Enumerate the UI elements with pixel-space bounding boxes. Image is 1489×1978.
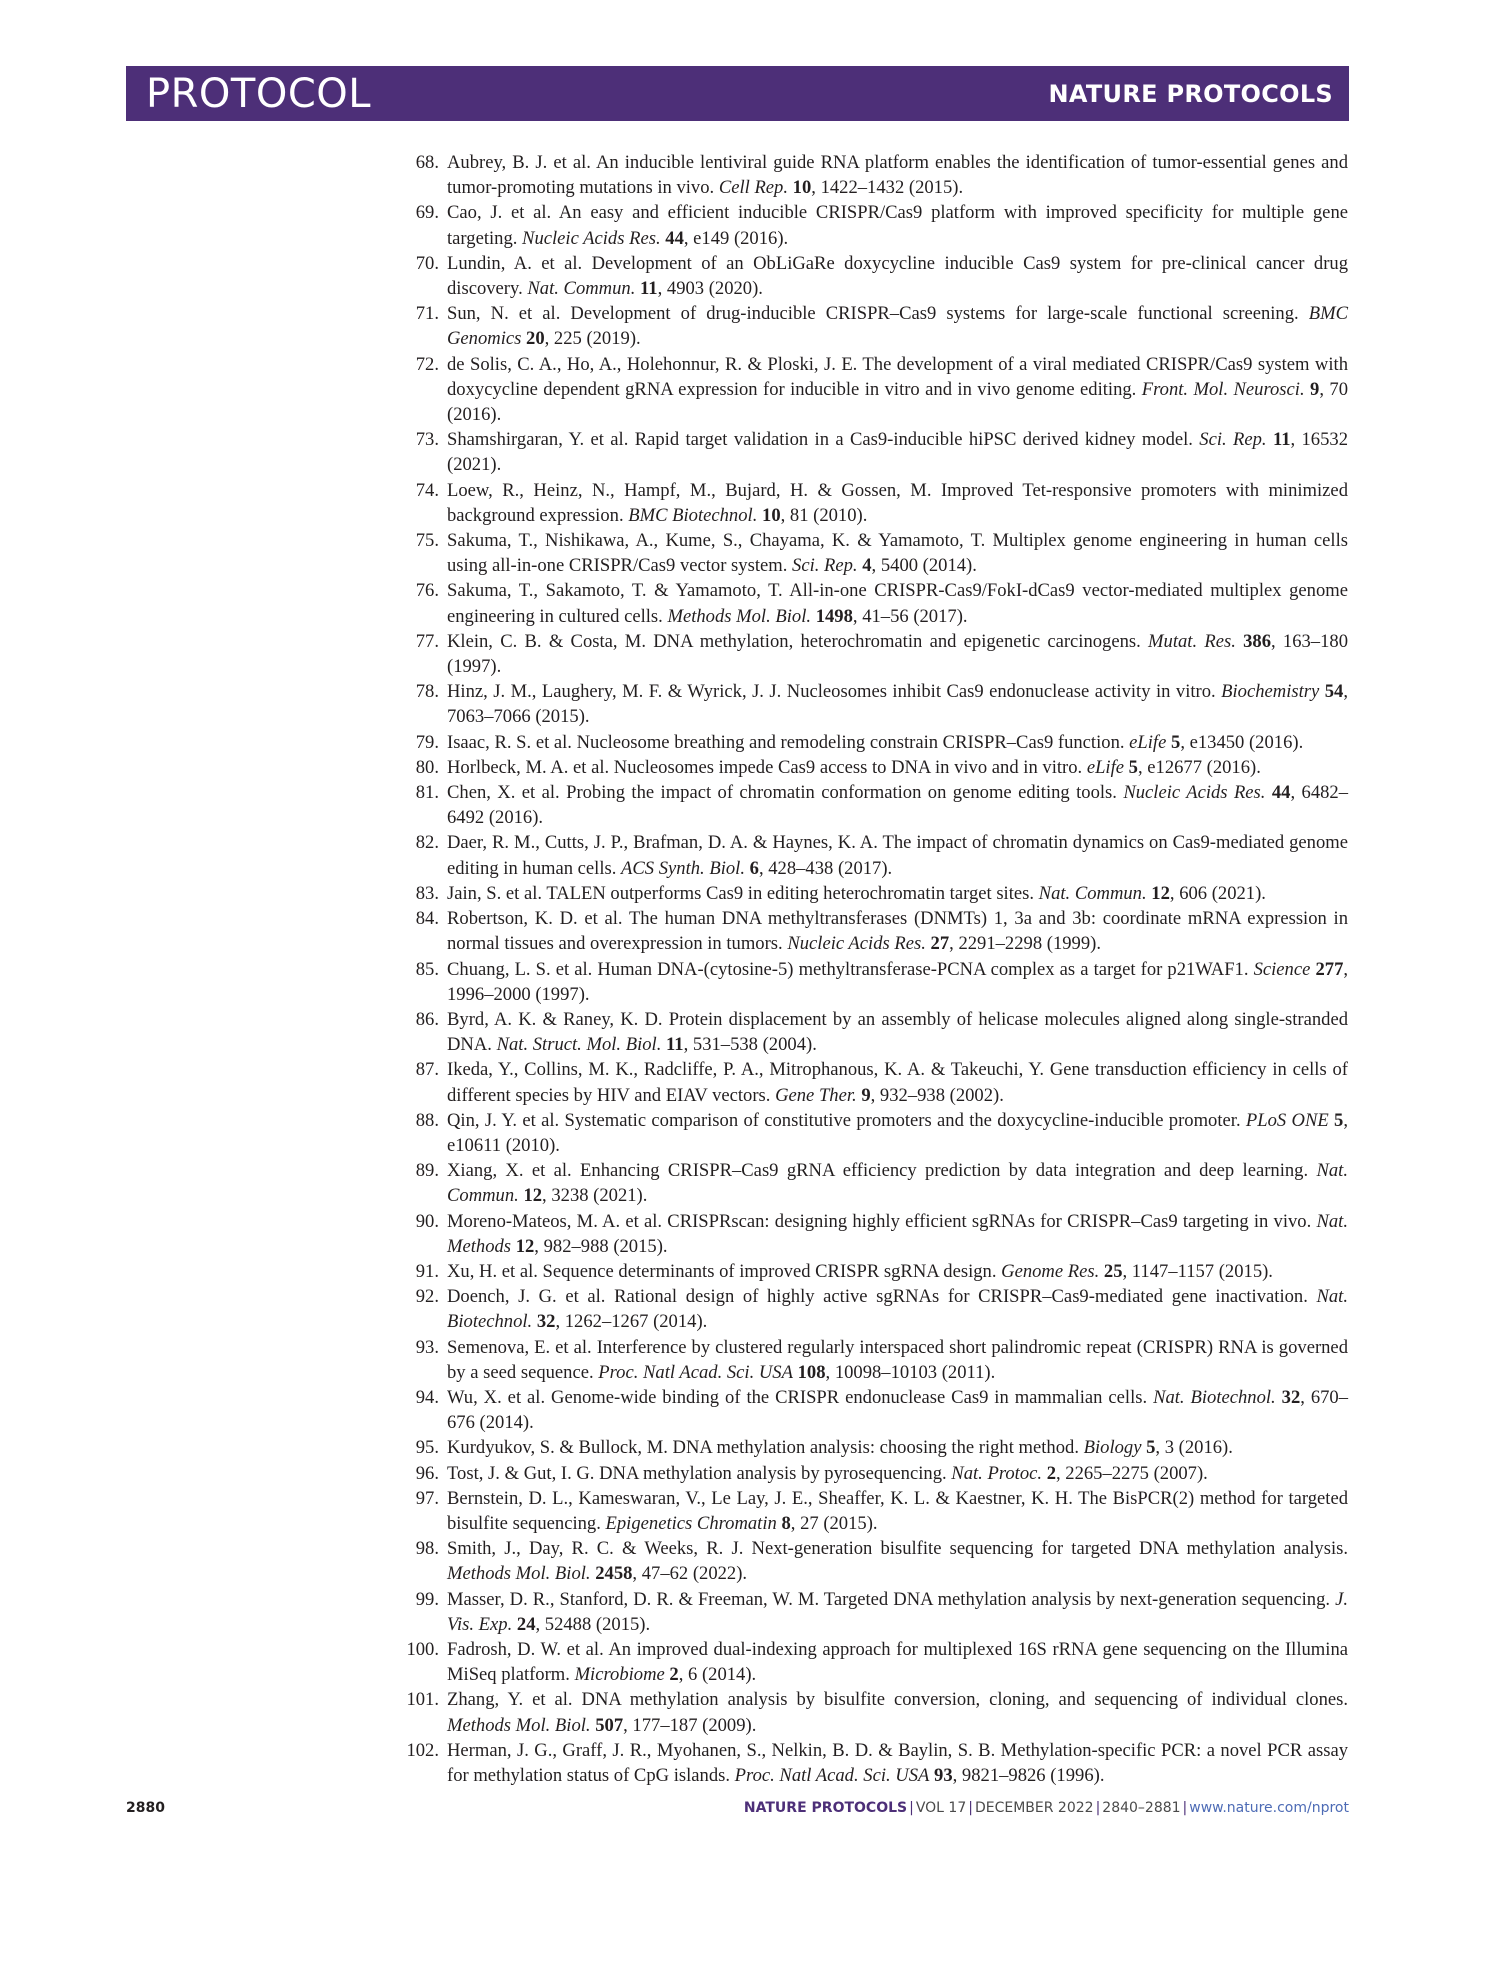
reference-number: 100. — [406, 1638, 439, 1660]
reference-number: 101. — [406, 1689, 439, 1711]
header-banner — [126, 66, 1349, 121]
reference-text: Jain, S. et al. TALEN outperforms Cas9 in editing heterochromatin target sites. — [447, 882, 1039, 904]
reference-text: Klein, C. B. & Costa, M. DNA methylation, heterochromatin and epigenetic carcinogens. — [447, 630, 1149, 652]
reference-number: 76. — [415, 580, 439, 602]
reference-volume: 20 — [526, 328, 545, 350]
reference-text: Horlbeck, M. A. et al. Nucleosomes impede Cas9 access to DNA in vivo and in vitro. — [447, 756, 1087, 778]
reference-volume: 11 — [666, 1034, 684, 1056]
reference-item — [403, 301, 1348, 351]
reference-text: Bernstein, D. L., Kameswaran, V., Le Lay, J. E., Sheaffer, K. L. & Kaestner, K. H. The BisPCR(2) method for targeted bisulfite sequencing. — [447, 1487, 1348, 1534]
reference-volume: 9 — [1310, 378, 1320, 400]
reference-pages: , e149 (2016). — [683, 227, 789, 249]
reference-text: Hinz, J. M., Laughery, M. F. & Wyrick, J. J. Nucleosomes inhibit Cas9 endonuclease activity in vitro. — [447, 681, 1222, 703]
reference-journal: eLife — [1129, 731, 1167, 753]
reference-number: 91. — [415, 1260, 439, 1282]
reference-volume: 5 — [1171, 731, 1181, 753]
reference-journal: Nat. Commun. — [447, 1160, 1348, 1207]
reference-volume: 108 — [797, 1361, 826, 1383]
reference-text: Byrd, A. K. & Raney, K. D. Protein displacement by an assembly of helicase molecules aligned along single-stranded DNA. — [447, 1008, 1348, 1056]
reference-pages: , 6482–6492 (2016). — [447, 782, 1349, 829]
reference-item — [403, 1108, 1348, 1158]
reference-volume: 277 — [1315, 958, 1344, 980]
reference-item — [403, 1486, 1348, 1536]
reference-item — [403, 427, 1348, 477]
reference-journal: Gene Ther. — [775, 1084, 857, 1106]
reference-journal: Science — [1253, 958, 1311, 980]
reference-pages: , 1996–2000 (1997). — [447, 958, 1349, 1005]
reference-item — [403, 478, 1348, 528]
reference-item — [403, 629, 1348, 679]
reference-journal: Genome Res. — [1001, 1260, 1100, 1282]
reference-journal: Proc. Natl Acad. Sci. USA — [598, 1361, 793, 1383]
reference-volume: 2458 — [595, 1563, 633, 1585]
reference-number: 88. — [415, 1109, 439, 1131]
reference-number: 74. — [415, 479, 439, 501]
reference-pages: , 1147–1157 (2015). — [1122, 1260, 1273, 1282]
reference-item — [403, 1687, 1348, 1737]
reference-pages: , 606 (2021). — [1169, 882, 1266, 904]
reference-journal: Nat. Biotechnol. — [1153, 1386, 1276, 1408]
reference-journal: Nucleic Acids Res. — [1123, 782, 1266, 804]
reference-pages: , 982–988 (2015). — [534, 1235, 668, 1257]
reference-volume: 27 — [930, 933, 950, 955]
footer-citation: NATURE PROTOCOLS | VOL 17 | DECEMBER 2022 | 2840–2881 | www.nature.com/nprot — [743, 1800, 1349, 1816]
reference-volume: 12 — [523, 1185, 543, 1207]
reference-number: 85. — [415, 958, 439, 980]
reference-journal: BMC Genomics — [447, 303, 1348, 350]
reference-volume: 8 — [781, 1512, 791, 1534]
reference-text: Lundin, A. et al. Development of an ObLiGaRe doxycycline inducible Cas9 system for pre-clinical cancer drug discovery. — [447, 252, 1348, 300]
reference-text: Xiang, X. et al. Enhancing CRISPR–Cas9 gRNA efficiency prediction by data integration and deep learning. — [447, 1160, 1317, 1182]
reference-journal: Nucleic Acids Res. — [522, 227, 661, 249]
reference-pages: , 16532 (2021). — [447, 429, 1348, 476]
reference-text: Smith, J., Day, R. C. & Weeks, R. J. Next-generation bisulfite sequencing for targeted DNA methylation analysis. — [447, 1538, 1348, 1560]
reference-volume: 54 — [1324, 681, 1344, 703]
reference-text: Ikeda, Y., Collins, M. K., Radcliffe, P. A., Mitrophanous, K. A. & Takeuchi, Y. Gene transduction efficiency in cells of different species by HIV and EIAV vectors. — [447, 1059, 1348, 1106]
reference-item — [403, 830, 1348, 880]
reference-item — [403, 150, 1348, 200]
reference-text: Chen, X. et al. Probing the impact of chromatin conformation on genome editing tools. — [447, 782, 1124, 804]
reference-journal: Front. Mol. Neurosci. — [1141, 378, 1305, 400]
reference-item — [403, 1385, 1348, 1435]
reference-number: 73. — [415, 429, 439, 451]
reference-text: Loew, R., Heinz, N., Hampf, M., Bujard, H. & Gossen, M. Improved Tet-responsive promoters with minimized background expression. — [447, 479, 1348, 526]
reference-volume: 4 — [862, 555, 872, 577]
reference-pages: , e13450 (2016). — [1180, 731, 1304, 753]
reference-pages: , e10611 (2010). — [447, 1109, 1348, 1156]
reference-item — [403, 1209, 1348, 1259]
reference-volume: 2 — [1046, 1462, 1056, 1484]
reference-item — [403, 528, 1348, 578]
reference-volume: 32 — [1281, 1386, 1301, 1408]
reference-number: 97. — [415, 1487, 439, 1509]
reference-number: 77. — [415, 630, 439, 652]
reference-volume: 507 — [595, 1714, 624, 1736]
reference-list — [403, 150, 1348, 1788]
reference-volume: 44 — [1271, 782, 1291, 804]
page-number: 2880 — [126, 1800, 165, 1816]
reference-pages: , 70 (2016). — [447, 378, 1349, 426]
reference-journal: Methods Mol. Biol. — [447, 1563, 591, 1585]
reference-pages: , 225 (2019). — [544, 328, 641, 350]
reference-number: 93. — [415, 1336, 439, 1358]
reference-item — [403, 780, 1348, 830]
reference-volume: 2 — [669, 1664, 679, 1686]
reference-number: 95. — [415, 1437, 439, 1459]
reference-journal: Microbiome — [574, 1664, 665, 1686]
reference-item — [403, 1536, 1348, 1586]
reference-number: 71. — [415, 303, 439, 325]
reference-volume: 9 — [861, 1084, 871, 1106]
reference-item — [403, 1637, 1348, 1687]
reference-number: 92. — [415, 1286, 439, 1308]
reference-journal: Proc. Natl Acad. Sci. USA — [734, 1765, 930, 1786]
page-footer — [126, 1800, 1349, 1824]
reference-journal: Mutat. Res. — [1148, 630, 1236, 652]
reference-number: 69. — [415, 202, 439, 224]
reference-journal: Nucleic Acids Res. — [787, 933, 926, 955]
reference-volume: 5 — [1146, 1437, 1156, 1459]
reference-pages: , 7063–7066 (2015). — [447, 681, 1348, 728]
reference-text: Aubrey, B. J. et al. An inducible lentiviral guide RNA platform enables the identification of tumor-essential genes and tumor-promoting mutations in vivo. — [447, 152, 1348, 199]
reference-pages: , 932–938 (2002). — [870, 1084, 1004, 1106]
reference-item — [403, 755, 1348, 780]
reference-item — [403, 1007, 1348, 1057]
reference-text: Wu, X. et al. Genome-wide binding of the CRISPR endonuclease Cas9 in mammalian cells. — [447, 1386, 1154, 1408]
reference-number: 68. — [415, 152, 439, 173]
reference-volume: 1498 — [815, 605, 853, 627]
reference-item — [403, 906, 1348, 956]
reference-number: 78. — [415, 681, 439, 703]
reference-text: de Solis, C. A., Ho, A., Holehonnur, R. & Ploski, J. E. The development of a viral mediated CRISPR/Cas9 system with doxycycline dependent gRNA expression for inducible in vitro and in vivo genome editing. — [447, 353, 1348, 400]
reference-item — [403, 1435, 1348, 1460]
reference-volume: 25 — [1103, 1260, 1123, 1282]
reference-number: 84. — [415, 908, 439, 930]
reference-journal: ACS Synth. Biol. — [621, 857, 745, 879]
reference-pages: , 6 (2014). — [678, 1664, 757, 1686]
reference-number: 98. — [415, 1538, 439, 1560]
reference-pages: , 2291–2298 (1999). — [949, 933, 1101, 955]
reference-volume: 32 — [536, 1311, 556, 1333]
reference-pages: , 531–538 (2004). — [683, 1034, 817, 1056]
reference-number: 80. — [415, 756, 439, 778]
reference-text: Zhang, Y. et al. DNA methylation analysis by bisulfite conversion, cloning, and sequencing of individual clones. — [447, 1689, 1348, 1711]
reference-journal: Epigenetics Chromatin — [605, 1512, 777, 1534]
reference-journal: Nat. Struct. Mol. Biol. — [496, 1034, 662, 1056]
journal-name: NATURE PROTOCOLS — [1048, 80, 1333, 108]
reference-item — [403, 1284, 1348, 1334]
footer-journal: NATURE PROTOCOLS — [743, 1800, 908, 1816]
reference-volume: 10 — [792, 177, 812, 199]
reference-item — [403, 679, 1348, 729]
reference-text: Chuang, L. S. et al. Human DNA-(cytosine-5) methyltransferase-PCNA complex as a target for p21WAF1. — [447, 958, 1254, 980]
reference-pages: , 41–56 (2017). — [852, 605, 968, 627]
reference-item — [403, 1158, 1348, 1208]
reference-number: 83. — [415, 882, 439, 904]
reference-text: Kurdyukov, S. & Bullock, M. DNA methylation analysis: choosing the right method. — [447, 1437, 1084, 1459]
reference-volume: 12 — [1151, 882, 1170, 904]
reference-volume: 10 — [762, 504, 781, 526]
reference-item — [403, 1461, 1348, 1486]
reference-pages: , 9821–9826 (1996). — [952, 1765, 1105, 1786]
reference-journal: Cell Rep. — [718, 177, 789, 199]
reference-number: 79. — [415, 731, 439, 753]
reference-text: Doench, J. G. et al. Rational design of highly active sgRNAs for CRISPR–Cas9-mediated gene inactivation. — [447, 1286, 1317, 1308]
reference-text: Herman, J. G., Graff, J. R., Myohanen, S., Nelkin, B. D. & Baylin, S. B. Methylation-specific PCR: a novel PCR assay for methylation status of CpG islands. — [447, 1739, 1348, 1786]
reference-item — [403, 200, 1348, 250]
reference-item — [403, 352, 1348, 428]
reference-pages: , 177–187 (2009). — [623, 1714, 757, 1736]
reference-text: Fadrosh, D. W. et al. An improved dual-indexing approach for multiplexed 16S rRNA gene sequencing on the Illumina MiSeq platform. — [447, 1638, 1348, 1686]
reference-text: Robertson, K. D. et al. The human DNA methyltransferases (DNMTs) 1, 3a and 3b: coordinate mRNA expression in normal tissues and overexpression in tumors. — [447, 908, 1348, 955]
reference-journal: Nat. Commun. — [527, 278, 636, 300]
reference-journal: Biochemistry — [1221, 681, 1320, 703]
reference-number: 90. — [415, 1210, 439, 1232]
reference-pages: , 81 (2010). — [780, 504, 868, 526]
reference-journal: J. Vis. Exp. — [447, 1588, 1348, 1635]
reference-pages: , 27 (2015). — [790, 1512, 878, 1534]
reference-number: 70. — [415, 252, 439, 274]
reference-number: 89. — [415, 1160, 439, 1182]
reference-pages: , 5400 (2014). — [871, 555, 977, 577]
reference-text: Semenova, E. et al. Interference by clustered regularly interspaced short palindromic repeat (CRISPR) RNA is governed by a seed sequence. — [447, 1336, 1348, 1383]
reference-pages: , 1262–1267 (2014). — [555, 1311, 708, 1333]
reference-item — [403, 881, 1348, 906]
reference-number: 99. — [415, 1588, 439, 1610]
reference-volume: 5 — [1334, 1109, 1344, 1131]
footer-date: DECEMBER 2022 — [974, 1800, 1094, 1816]
reference-item — [403, 578, 1348, 628]
footer-volume: VOL 17 — [915, 1800, 967, 1816]
reference-journal: BMC Biotechnol. — [628, 504, 758, 526]
reference-journal: Methods Mol. Biol. — [447, 1714, 591, 1736]
reference-number: 96. — [415, 1462, 439, 1484]
reference-journal: eLife — [1086, 756, 1125, 778]
reference-pages: , 3 (2016). — [1155, 1437, 1233, 1459]
reference-number: 72. — [415, 353, 439, 375]
footer-url-link[interactable]: www.nature.com/nprot — [1189, 1800, 1349, 1816]
reference-text: Shamshirgaran, Y. et al. Rapid target validation in a Cas9-inducible hiPSC derived kidney model. — [447, 429, 1200, 451]
reference-volume: 5 — [1128, 756, 1138, 778]
reference-pages: , 163–180 (1997). — [447, 630, 1348, 678]
reference-journal: PLoS ONE — [1245, 1109, 1329, 1131]
reference-number: 82. — [415, 832, 439, 854]
reference-item — [403, 1335, 1348, 1385]
reference-number: 81. — [415, 782, 439, 804]
reference-volume: 24 — [516, 1613, 536, 1635]
reference-number: 94. — [415, 1386, 439, 1408]
reference-volume: 6 — [749, 857, 759, 879]
reference-number: 86. — [415, 1008, 439, 1030]
reference-volume: 12 — [515, 1235, 535, 1257]
reference-text: Moreno-Mateos, M. A. et al. CRISPRscan: designing highly efficient sgRNAs for CRISPR–Cas9 targeting in vivo. — [447, 1210, 1317, 1232]
reference-journal: Nat. Protoc. — [951, 1462, 1043, 1484]
reference-pages: , 428–438 (2017). — [758, 857, 893, 879]
reference-text: Sun, N. et al. Development of drug-inducible CRISPR–Cas9 systems for large-scale functional screening. — [447, 303, 1309, 325]
reference-pages: , 670–676 (2014). — [447, 1386, 1348, 1434]
reference-item — [403, 1259, 1348, 1284]
reference-pages: , 10098–10103 (2011). — [825, 1361, 996, 1383]
reference-journal: Nat. Commun. — [1038, 882, 1147, 904]
reference-volume: 386 — [1243, 630, 1272, 652]
reference-item — [403, 1738, 1348, 1788]
reference-pages: , e12677 (2016). — [1137, 756, 1261, 778]
reference-text: Sakuma, T., Sakamoto, T. & Yamamoto, T. All-in-one CRISPR-Cas9/FokI-dCas9 vector-mediated multiplex genome engineering in cultured cells. — [447, 580, 1348, 627]
reference-journal: Sci. Rep. — [792, 555, 858, 577]
reference-number: 87. — [415, 1059, 439, 1081]
reference-pages: , 47–62 (2022). — [632, 1563, 748, 1585]
reference-volume: 93 — [934, 1765, 953, 1786]
section-label: PROTOCOL — [146, 71, 372, 117]
reference-journal: Sci. Rep. — [1199, 429, 1267, 451]
reference-pages: , 2265–2275 (2007). — [1055, 1462, 1208, 1484]
reference-journal: Methods Mol. Biol. — [667, 605, 812, 627]
reference-text: Isaac, R. S. et al. Nucleosome breathing and remodeling constrain CRISPR–Cas9 function. — [447, 731, 1130, 753]
reference-item — [403, 957, 1348, 1007]
reference-text: Cao, J. et al. An easy and efficient inducible CRISPR/Cas9 platform with improved specificity for multiple gene targeting. — [447, 202, 1348, 249]
reference-item — [403, 730, 1348, 755]
reference-text: Tost, J. & Gut, I. G. DNA methylation analysis by pyrosequencing. — [447, 1462, 952, 1484]
reference-item — [403, 1057, 1348, 1107]
reference-volume: 11 — [640, 278, 658, 300]
reference-journal: Nat. Biotechnol. — [447, 1286, 1348, 1333]
reference-text: Xu, H. et al. Sequence determinants of improved CRISPR sgRNA design. — [447, 1260, 1002, 1282]
reference-journal: Nat. Methods — [447, 1210, 1348, 1257]
reference-text: Masser, D. R., Stanford, D. R. & Freeman, W. M. Targeted DNA methylation analysis by next-generation sequencing. — [447, 1588, 1336, 1610]
reference-text: Sakuma, T., Nishikawa, A., Kume, S., Chayama, K. & Yamamoto, T. Multiplex genome engineering in human cells using all-in-one CRISPR/Cas9 vector system. — [447, 530, 1348, 577]
reference-item — [403, 251, 1348, 301]
reference-volume: 44 — [665, 227, 684, 249]
reference-pages: , 3238 (2021). — [542, 1185, 648, 1207]
footer-pages: 2840–2881 — [1102, 1800, 1181, 1816]
reference-volume: 11 — [1272, 429, 1291, 451]
reference-text: Daer, R. M., Cutts, J. P., Brafman, D. A. & Haynes, K. A. The impact of chromatin dynamics on Cas9-mediated genome editing in human cells. — [447, 832, 1348, 879]
reference-pages: , 52488 (2015). — [535, 1613, 651, 1635]
reference-item — [403, 1587, 1348, 1637]
reference-text: Qin, J. Y. et al. Systematic comparison of constitutive promoters and the doxycycline-inducible promoter. — [447, 1109, 1246, 1131]
reference-pages: , 1422–1432 (2015). — [811, 177, 964, 199]
reference-number: 75. — [415, 530, 439, 552]
reference-number: 102. — [406, 1739, 439, 1761]
reference-journal: Biology — [1083, 1437, 1142, 1459]
reference-pages: , 4903 (2020). — [657, 278, 763, 300]
